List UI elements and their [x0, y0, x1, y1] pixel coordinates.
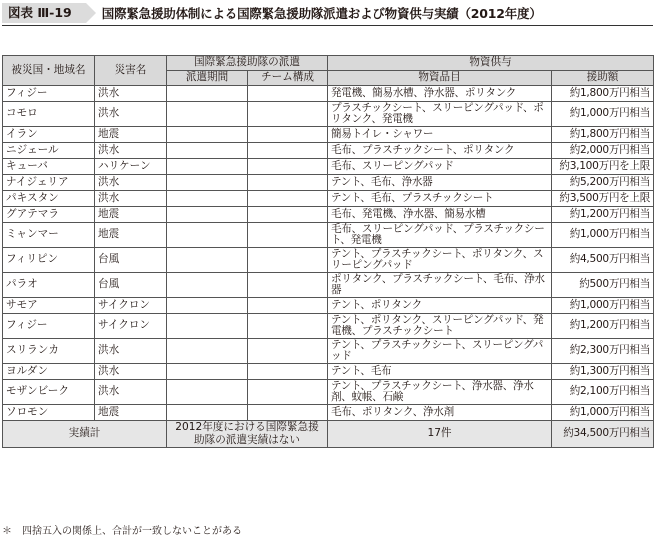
figure-header: [2, 2, 653, 24]
items-cell: 毛布、発電機、浄水器、簡易水槽: [328, 207, 552, 223]
period-cell: [167, 298, 248, 314]
amount-cell: 約1,000万円相当: [552, 298, 654, 314]
header-dispatch-group: 国際緊急援助隊の派遣: [167, 56, 328, 71]
period-cell: [167, 207, 248, 223]
team-cell: [248, 175, 328, 191]
disaster-cell: ハリケーン: [95, 159, 167, 175]
team-cell: [248, 207, 328, 223]
header-items: 物資品目: [328, 71, 552, 86]
amount-cell: 約1,000万円相当: [552, 102, 654, 127]
table-row: [3, 248, 654, 273]
team-cell: [248, 159, 328, 175]
country-cell: キューバ: [3, 159, 95, 175]
disaster-cell: 地震: [95, 223, 167, 248]
table-row: [3, 298, 654, 314]
team-cell: [248, 298, 328, 314]
amount-cell: 約4,500万円相当: [552, 248, 654, 273]
figure-title: 国際緊急援助体制による国際緊急援助隊派遣および物資供与実績（2012年度）: [101, 6, 542, 21]
table-row: [3, 207, 654, 223]
team-cell: [248, 102, 328, 127]
items-cell: テント、ポリタンク: [328, 298, 552, 314]
amount-cell: 約500万円相当: [552, 273, 654, 298]
header-disaster: 災害名: [95, 56, 167, 86]
country-cell: フィジー: [3, 314, 95, 339]
disaster-cell: サイクロン: [95, 298, 167, 314]
total-row: [3, 421, 654, 448]
table-row: [3, 273, 654, 298]
team-cell: [248, 86, 328, 102]
country-cell: ニジェール: [3, 143, 95, 159]
items-cell: テント、毛布、プラスチックシート: [328, 191, 552, 207]
period-cell: [167, 127, 248, 143]
country-cell: グアテマラ: [3, 207, 95, 223]
disaster-cell: 洪水: [95, 380, 167, 405]
total-label: 実績計: [3, 421, 167, 448]
items-cell: テント、ポリタンク、スリーピングパッド、発電機、プラスチックシート: [328, 314, 552, 339]
items-cell: テント、プラスチックシート、スリーピングパッド: [328, 339, 552, 364]
period-cell: [167, 314, 248, 339]
country-cell: フィジー: [3, 86, 95, 102]
table-row: [3, 364, 654, 380]
period-cell: [167, 102, 248, 127]
disaster-cell: 地震: [95, 127, 167, 143]
header-amount: 援助額: [552, 71, 654, 86]
country-cell: パラオ: [3, 273, 95, 298]
country-cell: フィリピン: [3, 248, 95, 273]
disaster-cell: 洪水: [95, 364, 167, 380]
amount-cell: 約1,800万円相当: [552, 127, 654, 143]
total-count: 17件: [328, 421, 552, 448]
header-supplies-group: 物資供与: [328, 56, 654, 71]
disaster-cell: 台風: [95, 273, 167, 298]
amount-cell: 約2,300万円相当: [552, 339, 654, 364]
header-country: 被災国・地域名: [3, 56, 95, 86]
items-cell: 毛布、スリーピングパッド、プラスチックシート、発電機: [328, 223, 552, 248]
amount-cell: 約1,200万円相当: [552, 207, 654, 223]
team-cell: [248, 248, 328, 273]
amount-cell: 約3,500万円を上限: [552, 191, 654, 207]
disaster-cell: サイクロン: [95, 314, 167, 339]
table-row: [3, 314, 654, 339]
items-cell: テント、プラスチックシート、浄水器、浄水剤、蚊帳、石鹸: [328, 380, 552, 405]
table-row: [3, 380, 654, 405]
period-cell: [167, 159, 248, 175]
header-dispatch-period: 派遣期間: [167, 71, 248, 86]
period-cell: [167, 339, 248, 364]
country-cell: モザンビーク: [3, 380, 95, 405]
items-cell: テント、毛布、浄水器: [328, 175, 552, 191]
team-cell: [248, 127, 328, 143]
relief-table: [2, 55, 654, 448]
period-cell: [167, 380, 248, 405]
team-cell: [248, 339, 328, 364]
amount-cell: 約1,800万円相当: [552, 86, 654, 102]
disaster-cell: 洪水: [95, 175, 167, 191]
disaster-cell: 洪水: [95, 339, 167, 364]
country-cell: ナイジェリア: [3, 175, 95, 191]
team-cell: [248, 380, 328, 405]
disaster-cell: 地震: [95, 405, 167, 421]
table-row: [3, 86, 654, 102]
period-cell: [167, 143, 248, 159]
country-cell: ミャンマー: [3, 223, 95, 248]
country-cell: コモロ: [3, 102, 95, 127]
items-cell: 毛布、スリーピングパッド: [328, 159, 552, 175]
footnote: ＊ 四捨五入の関係上、合計が一致しないことがある: [2, 526, 242, 537]
period-cell: [167, 405, 248, 421]
table-row: [3, 175, 654, 191]
amount-cell: 約3,100万円を上限: [552, 159, 654, 175]
period-cell: [167, 86, 248, 102]
period-cell: [167, 223, 248, 248]
table-row: [3, 127, 654, 143]
country-cell: ヨルダン: [3, 364, 95, 380]
disaster-cell: 地震: [95, 207, 167, 223]
figure-label: 図表 Ⅲ-19: [2, 3, 86, 23]
header-team: チーム構成: [248, 71, 328, 86]
table-row: [3, 339, 654, 364]
items-cell: 簡易トイレ・シャワー: [328, 127, 552, 143]
country-cell: サモア: [3, 298, 95, 314]
items-cell: テント、毛布: [328, 364, 552, 380]
team-cell: [248, 364, 328, 380]
table-row: [3, 102, 654, 127]
amount-cell: 約1,300万円相当: [552, 364, 654, 380]
period-cell: [167, 191, 248, 207]
amount-cell: 約1,000万円相当: [552, 223, 654, 248]
amount-cell: 約1,200万円相当: [552, 314, 654, 339]
items-cell: ポリタンク、プラスチックシート、毛布、浄水器: [328, 273, 552, 298]
team-cell: [248, 223, 328, 248]
table-row: [3, 191, 654, 207]
period-cell: [167, 175, 248, 191]
country-cell: パキスタン: [3, 191, 95, 207]
team-cell: [248, 191, 328, 207]
team-cell: [248, 314, 328, 339]
disaster-cell: 洪水: [95, 143, 167, 159]
items-cell: プラスチックシート、スリーピングパッド、ポリタンク、発電機: [328, 102, 552, 127]
country-cell: イラン: [3, 127, 95, 143]
team-cell: [248, 273, 328, 298]
table-row: [3, 223, 654, 248]
items-cell: 発電機、簡易水槽、浄水器、ポリタンク: [328, 86, 552, 102]
items-cell: テント、プラスチックシート、ポリタンク、スリーピングパッド: [328, 248, 552, 273]
items-cell: 毛布、ポリタンク、浄水剤: [328, 405, 552, 421]
table-row: [3, 143, 654, 159]
disaster-cell: 洪水: [95, 86, 167, 102]
disaster-cell: 台風: [95, 248, 167, 273]
total-amount: 約34,500万円相当: [552, 421, 654, 448]
amount-cell: 約1,000万円相当: [552, 405, 654, 421]
team-cell: [248, 405, 328, 421]
amount-cell: 約2,000万円相当: [552, 143, 654, 159]
period-cell: [167, 273, 248, 298]
table-row: [3, 159, 654, 175]
country-cell: ソロモン: [3, 405, 95, 421]
country-cell: スリランカ: [3, 339, 95, 364]
title-rule: [2, 25, 653, 26]
amount-cell: 約2,100万円相当: [552, 380, 654, 405]
dispatch-note: 2012年度における国際緊急援助隊の派遣実績はない: [167, 421, 328, 448]
disaster-cell: 洪水: [95, 102, 167, 127]
disaster-cell: 洪水: [95, 191, 167, 207]
items-cell: 毛布、プラスチックシート、ポリタンク: [328, 143, 552, 159]
amount-cell: 約5,200万円相当: [552, 175, 654, 191]
team-cell: [248, 143, 328, 159]
period-cell: [167, 248, 248, 273]
table-row: [3, 405, 654, 421]
period-cell: [167, 364, 248, 380]
